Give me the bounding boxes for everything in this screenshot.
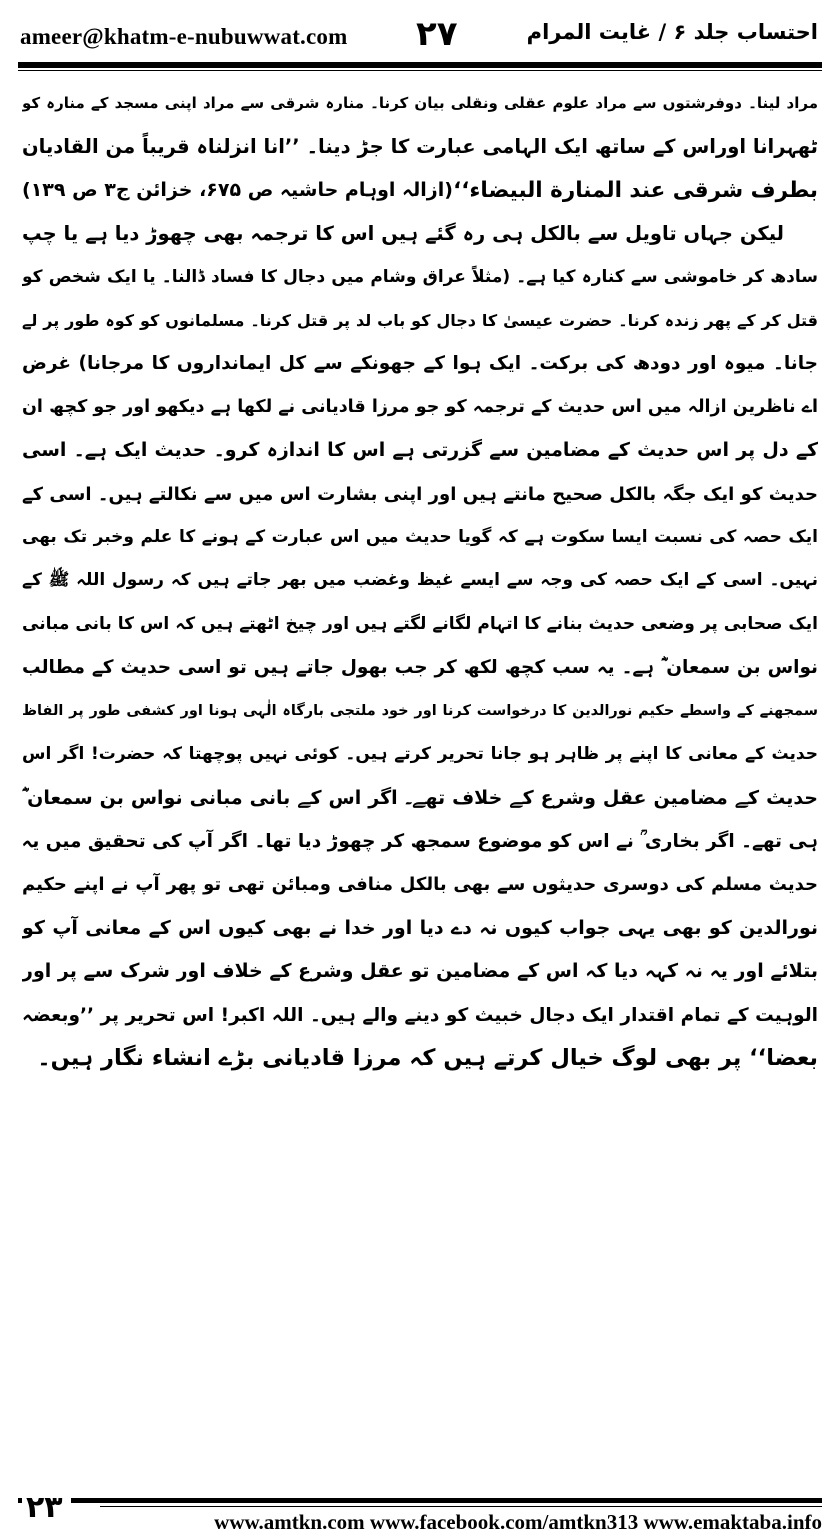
text-line-23: بعضا‘‘ پر بھی لوگ خیال کرتے ہیں کہ مرزا قادیانی بڑے انشاء نگار ہیں۔ — [37, 1044, 818, 1071]
text-line-9: کے دل پر اس حدیث کے مضامین سے گزرتی ہے اس کا اندازہ کرو۔ حدیث ایک ہے۔ اسی — [22, 439, 818, 462]
text-line-3: بطرف شرقی عند المنارة البیضاء‘‘ — [453, 177, 818, 203]
footer-divider — [18, 1498, 822, 1503]
header-running-title: احتساب جلد ۶ / غایت المرام — [526, 20, 818, 44]
text-line-17: حدیث کے مضامین عقل وشرع کے خلاف تھے۔ اگر اس کے بانی مبانی نواس بن سمعان ؓ — [22, 786, 818, 809]
text-line-22: الوہیت کے تمام اقتدار ایک دجال خبیث کو دینے والے ہیں۔ اللہ اکبر! اس تحریر پر ’’وبعضہ — [22, 1004, 818, 1026]
page-header — [18, 14, 822, 58]
header-divider — [18, 62, 822, 68]
header-divider-thin — [18, 70, 822, 71]
header-page-number: ۲۷ — [416, 14, 458, 54]
footer-website-links: www.amtkn.com www.facebook.com/amtkn313 www.emaktaba.info — [214, 1510, 822, 1534]
text-line-21: بتلائے اور یہ نہ کہہ دیا کہ اس کے مضامین تو عقل وشرع کے خلاف اور شرک سے پر اور — [22, 960, 818, 983]
text-line-7: جانا۔ میوہ اور دودھ کی برکت۔ ایک ہوا کے جھونکے سے کل ایمانداروں کا مرجانا) غرض — [22, 353, 818, 375]
text-line-16: حدیث کے معانی کا اپنے پر ظاہر ہو جانا تحریر کرتے ہیں۔ کوئی نہیں پوچھتا کہ حضرت! اگر اس — [22, 744, 818, 765]
footer-divider-thin — [100, 1506, 822, 1507]
header-email: ameer@khatm-e-nubuwwat.com — [20, 24, 348, 49]
text-line-12: نہیں۔ اسی کے ایک حصہ کی وجہ سے ایسے غیظ وغضب میں بھر جاتے ہیں کہ رسول اللہ ﷺ کے — [22, 570, 818, 591]
text-line-20: نورالدین کو بھی یہی جواب کیوں نہ دے دیا اور خدا نے بھی کیوں اس کے معانی آپ کو — [22, 916, 818, 939]
text-line-8: اے ناظرین ازالہ میں اس حدیث کے ترجمہ کو جو مرزا قادیانی نے لکھا ہے دیکھو اور جو کچھ ان — [22, 396, 818, 417]
text-line-3-with-reference — [22, 169, 818, 212]
text-line-13: ایک صحابی پر وضعی حدیث بنانے کا اتہام لگانے لگتے ہیں اور چیخ اٹھتے ہیں کہ اس کا بانی مبانی — [22, 613, 818, 634]
text-line-18: ہی تھے۔ اگر بخاری ؒ نے اس کو موضوع سمجھ کر چھوڑ دیا تھا۔ اگر آپ کی تحقیق میں یہ — [22, 830, 818, 852]
text-line-15: سمجھنے کے واسطے حکیم نورالدین کا درخواست کرنا اور خود ملتجی بارگاہ الٰہی ہونا اور کشفی طور پر الفاظ — [22, 702, 818, 719]
footer-page-number: ۲۳ — [22, 1490, 71, 1525]
text-line-1: مراد لینا۔ دوفرشتوں سے مراد علوم عقلی ونقلی بیان کرنا۔ منارہ شرقی سے مراد اپنی مسجد کے منارہ کو — [22, 94, 818, 112]
text-line-2: ٹھہرانا اوراس کے ساتھ ایک الہامی عبارت کا جڑ دینا۔ ’’انا انزلناہ قریباً من القادیان — [22, 135, 818, 159]
text-line-10: حدیث کو ایک جگہ بالکل صحیح مانتے ہیں اور اپنی بشارت اس میں سے نکالتے ہیں۔ اسی کے — [22, 483, 818, 505]
reference-citation: (ازالہ اوہام حاشیہ ص ۶۷۵، خزائن ج۳ ص ۱۳۹) — [22, 178, 453, 201]
text-line-4: لیکن جہاں تاویل سے بالکل ہی رہ گئے ہیں اس کا ترجمہ بھی چھوڑ دیا ہے یا چپ — [22, 222, 784, 246]
text-line-6: قتل کر کے پھر زندہ کرنا۔ حضرت عیسیٰ کا دجال کو باب لد پر قتل کرنا۔ مسلمانوں کو کوہ طور پر لے — [22, 311, 818, 331]
page-body — [22, 82, 818, 1080]
text-line-14: نواس بن سمعان ؓ ہے۔ یہ سب کچھ لکھ کر جب بھول جاتے ہیں تو اسی حدیث کے مطالب — [22, 657, 818, 679]
text-line-19: حدیث مسلم کی دوسری حدیثوں سے بھی بالکل منافی ومبائن تھی تو پھر آپ نے اپنے حکیم — [22, 874, 818, 896]
text-line-11: ایک حصہ کی نسبت ایسا سکوت ہے کہ گویا حدیث میں اس عبارت کے ہونے کا علم وخبر تک بھی — [22, 527, 818, 548]
text-line-5: سادھ کر خاموشی سے کنارہ کیا ہے۔ (مثلاً عراق وشام میں دجال کا فساد ڈالنا۔ یا ایک شخص کو — [22, 266, 818, 287]
